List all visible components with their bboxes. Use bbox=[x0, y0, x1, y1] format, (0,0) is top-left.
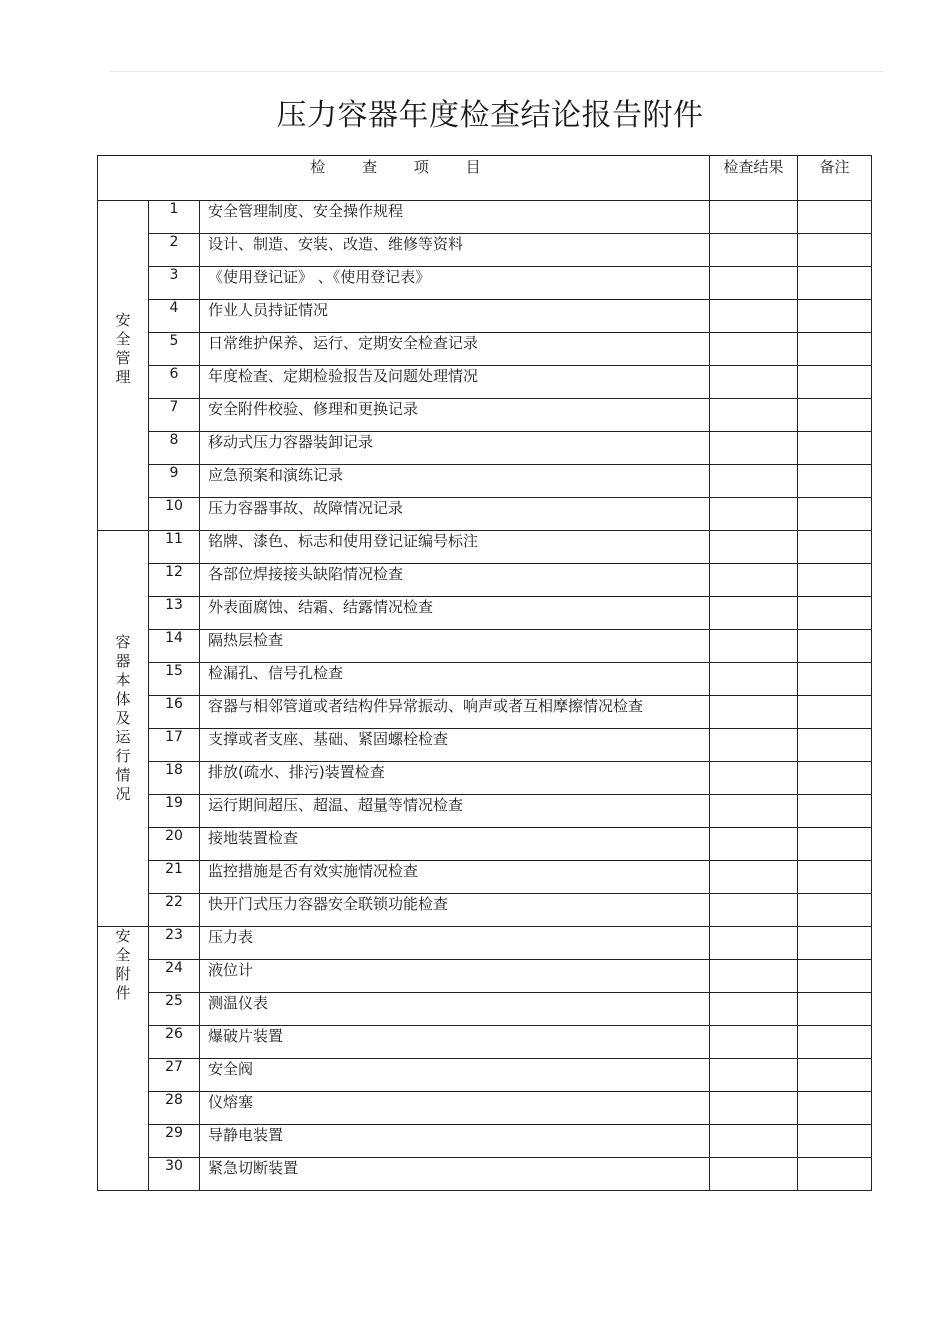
item-description: 外表面腐蚀、结霜、结露情况检查 bbox=[200, 597, 710, 630]
item-number: 9 bbox=[149, 465, 200, 498]
item-description: 隔热层检查 bbox=[200, 630, 710, 663]
table-row bbox=[98, 1059, 872, 1092]
item-number: 18 bbox=[149, 762, 200, 795]
result-cell[interactable] bbox=[710, 498, 798, 531]
remark-cell[interactable] bbox=[798, 927, 872, 960]
page-title: 压力容器年度检查结论报告附件 bbox=[276, 98, 704, 134]
item-number: 22 bbox=[149, 894, 200, 927]
item-number: 25 bbox=[149, 993, 200, 1026]
item-description: 运行期间超压、超温、超量等情况检查 bbox=[200, 795, 710, 828]
item-description: 日常维护保养、运行、定期安全检查记录 bbox=[200, 333, 710, 366]
item-description: 容器与相邻管道或者结构件异常振动、响声或者互相摩擦情况检查 bbox=[200, 696, 710, 729]
table-row bbox=[98, 762, 872, 795]
item-description: 快开门式压力容器安全联锁功能检查 bbox=[200, 894, 710, 927]
result-cell[interactable] bbox=[710, 432, 798, 465]
remark-cell[interactable] bbox=[798, 1092, 872, 1125]
header-inspection-result: 检查结果 bbox=[710, 156, 798, 201]
remark-cell[interactable] bbox=[798, 300, 872, 333]
remark-cell[interactable] bbox=[798, 1026, 872, 1059]
result-cell[interactable] bbox=[710, 828, 798, 861]
item-number: 10 bbox=[149, 498, 200, 531]
table-row bbox=[98, 1026, 872, 1059]
item-description: 安全附件校验、修理和更换记录 bbox=[200, 399, 710, 432]
result-cell[interactable] bbox=[710, 630, 798, 663]
item-description: 压力容器事故、故障情况记录 bbox=[200, 498, 710, 531]
item-number: 12 bbox=[149, 564, 200, 597]
item-description: 移动式压力容器装卸记录 bbox=[200, 432, 710, 465]
remark-cell[interactable] bbox=[798, 234, 872, 267]
result-cell[interactable] bbox=[710, 894, 798, 927]
table-row bbox=[98, 828, 872, 861]
remark-cell[interactable] bbox=[798, 399, 872, 432]
result-cell[interactable] bbox=[710, 399, 798, 432]
table-row bbox=[98, 234, 872, 267]
result-cell[interactable] bbox=[710, 234, 798, 267]
result-cell[interactable] bbox=[710, 960, 798, 993]
group-cell bbox=[98, 927, 149, 1191]
result-cell[interactable] bbox=[710, 564, 798, 597]
item-number: 16 bbox=[149, 696, 200, 729]
item-description: 爆破片装置 bbox=[200, 1026, 710, 1059]
item-description: 各部位焊接接头缺陷情况检查 bbox=[200, 564, 710, 597]
remark-cell[interactable] bbox=[798, 630, 872, 663]
table-row bbox=[98, 696, 872, 729]
item-description: 铭牌、漆色、标志和使用登记证编号标注 bbox=[200, 531, 710, 564]
item-description: 作业人员持证情况 bbox=[200, 300, 710, 333]
table-row bbox=[98, 564, 872, 597]
table-row bbox=[98, 432, 872, 465]
table-row bbox=[98, 267, 872, 300]
item-number: 30 bbox=[149, 1158, 200, 1191]
table-row bbox=[98, 795, 872, 828]
item-number: 19 bbox=[149, 795, 200, 828]
remark-cell[interactable] bbox=[798, 762, 872, 795]
table-row bbox=[98, 1158, 872, 1191]
remark-cell[interactable] bbox=[798, 993, 872, 1026]
table-header-row bbox=[98, 156, 872, 201]
item-number: 3 bbox=[149, 267, 200, 300]
item-description: 接地装置检查 bbox=[200, 828, 710, 861]
table-row bbox=[98, 927, 872, 960]
result-cell[interactable] bbox=[710, 795, 798, 828]
item-number: 2 bbox=[149, 234, 200, 267]
item-number: 6 bbox=[149, 366, 200, 399]
item-description: 液位计 bbox=[200, 960, 710, 993]
remark-cell[interactable] bbox=[798, 564, 872, 597]
remark-cell[interactable] bbox=[798, 663, 872, 696]
table-row bbox=[98, 663, 872, 696]
table-row bbox=[98, 498, 872, 531]
table-row bbox=[98, 729, 872, 762]
table-row bbox=[98, 630, 872, 663]
inspection-table bbox=[97, 155, 872, 1191]
remark-cell[interactable] bbox=[798, 1125, 872, 1158]
item-description: 应急预案和演练记录 bbox=[200, 465, 710, 498]
result-cell[interactable] bbox=[710, 663, 798, 696]
item-number: 21 bbox=[149, 861, 200, 894]
table-row bbox=[98, 960, 872, 993]
table-row bbox=[98, 300, 872, 333]
group-label: 安全管理 bbox=[115, 311, 131, 386]
result-cell[interactable] bbox=[710, 762, 798, 795]
item-number: 28 bbox=[149, 1092, 200, 1125]
remark-cell[interactable] bbox=[798, 795, 872, 828]
item-number: 5 bbox=[149, 333, 200, 366]
result-cell[interactable] bbox=[710, 366, 798, 399]
result-cell[interactable] bbox=[710, 201, 798, 234]
table-row bbox=[98, 1092, 872, 1125]
result-cell[interactable] bbox=[710, 861, 798, 894]
result-cell[interactable] bbox=[710, 927, 798, 960]
item-number: 29 bbox=[149, 1125, 200, 1158]
result-cell[interactable] bbox=[710, 1158, 798, 1191]
table-row bbox=[98, 993, 872, 1026]
table-row bbox=[98, 531, 872, 564]
item-number: 11 bbox=[149, 531, 200, 564]
result-cell[interactable] bbox=[710, 267, 798, 300]
remark-cell[interactable] bbox=[798, 696, 872, 729]
remark-cell[interactable] bbox=[798, 267, 872, 300]
header-remark: 备注 bbox=[798, 156, 872, 201]
item-number: 27 bbox=[149, 1059, 200, 1092]
table-row bbox=[98, 597, 872, 630]
remark-cell[interactable] bbox=[798, 729, 872, 762]
result-cell[interactable] bbox=[710, 1092, 798, 1125]
result-cell[interactable] bbox=[710, 696, 798, 729]
remark-cell[interactable] bbox=[798, 597, 872, 630]
group-cell bbox=[98, 531, 149, 927]
item-number: 17 bbox=[149, 729, 200, 762]
item-number: 1 bbox=[149, 201, 200, 234]
item-description: 检漏孔、信号孔检查 bbox=[200, 663, 710, 696]
table-body bbox=[98, 201, 872, 1191]
result-cell[interactable] bbox=[710, 1026, 798, 1059]
item-number: 26 bbox=[149, 1026, 200, 1059]
remark-cell[interactable] bbox=[798, 201, 872, 234]
item-description: 《使用登记证》 、《使用登记表》 bbox=[200, 267, 710, 300]
result-cell[interactable] bbox=[710, 531, 798, 564]
result-cell[interactable] bbox=[710, 333, 798, 366]
group-label: 容器本体及运行情况 bbox=[115, 633, 131, 803]
item-description: 导静电装置 bbox=[200, 1125, 710, 1158]
item-description: 压力表 bbox=[200, 927, 710, 960]
header-inspection-items: 检 查 项 目 bbox=[98, 156, 710, 201]
group-cell bbox=[98, 201, 149, 531]
table-row bbox=[98, 894, 872, 927]
table-row bbox=[98, 201, 872, 234]
item-description: 支撑或者支座、基础、紧固螺栓检查 bbox=[200, 729, 710, 762]
remark-cell[interactable] bbox=[798, 1059, 872, 1092]
item-number: 8 bbox=[149, 432, 200, 465]
table-row bbox=[98, 1125, 872, 1158]
table-row bbox=[98, 333, 872, 366]
item-number: 15 bbox=[149, 663, 200, 696]
result-cell[interactable] bbox=[710, 1125, 798, 1158]
item-description: 安全管理制度、安全操作规程 bbox=[200, 201, 710, 234]
item-description: 安全阀 bbox=[200, 1059, 710, 1092]
result-cell[interactable] bbox=[710, 729, 798, 762]
item-number: 14 bbox=[149, 630, 200, 663]
group-label: 安全附件 bbox=[115, 927, 131, 1002]
table-row bbox=[98, 861, 872, 894]
result-cell[interactable] bbox=[710, 300, 798, 333]
item-description: 测温仪表 bbox=[200, 993, 710, 1026]
remark-cell[interactable] bbox=[798, 828, 872, 861]
table-row bbox=[98, 366, 872, 399]
remark-cell[interactable] bbox=[798, 1158, 872, 1191]
table-row bbox=[98, 465, 872, 498]
result-cell[interactable] bbox=[710, 1059, 798, 1092]
result-cell[interactable] bbox=[710, 993, 798, 1026]
item-number: 7 bbox=[149, 399, 200, 432]
result-cell[interactable] bbox=[710, 465, 798, 498]
result-cell[interactable] bbox=[710, 597, 798, 630]
item-description: 年度检查、定期检验报告及问题处理情况 bbox=[200, 366, 710, 399]
item-description: 紧急切断装置 bbox=[200, 1158, 710, 1191]
item-number: 23 bbox=[149, 927, 200, 960]
remark-cell[interactable] bbox=[798, 465, 872, 498]
item-description: 排放(疏水、排污)装置检查 bbox=[200, 762, 710, 795]
item-number: 13 bbox=[149, 597, 200, 630]
remark-cell[interactable] bbox=[798, 531, 872, 564]
item-number: 20 bbox=[149, 828, 200, 861]
item-description: 仪熔塞 bbox=[200, 1092, 710, 1125]
remark-cell[interactable] bbox=[798, 894, 872, 927]
remark-cell[interactable] bbox=[798, 432, 872, 465]
item-number: 24 bbox=[149, 960, 200, 993]
item-description: 监控措施是否有效实施情况检查 bbox=[200, 861, 710, 894]
remark-cell[interactable] bbox=[798, 861, 872, 894]
item-description: 设计、制造、安装、改造、维修等资料 bbox=[200, 234, 710, 267]
remark-cell[interactable] bbox=[798, 498, 872, 531]
item-number: 4 bbox=[149, 300, 200, 333]
remark-cell[interactable] bbox=[798, 333, 872, 366]
remark-cell[interactable] bbox=[798, 366, 872, 399]
top-rule bbox=[110, 71, 883, 72]
table-row bbox=[98, 399, 872, 432]
remark-cell[interactable] bbox=[798, 960, 872, 993]
